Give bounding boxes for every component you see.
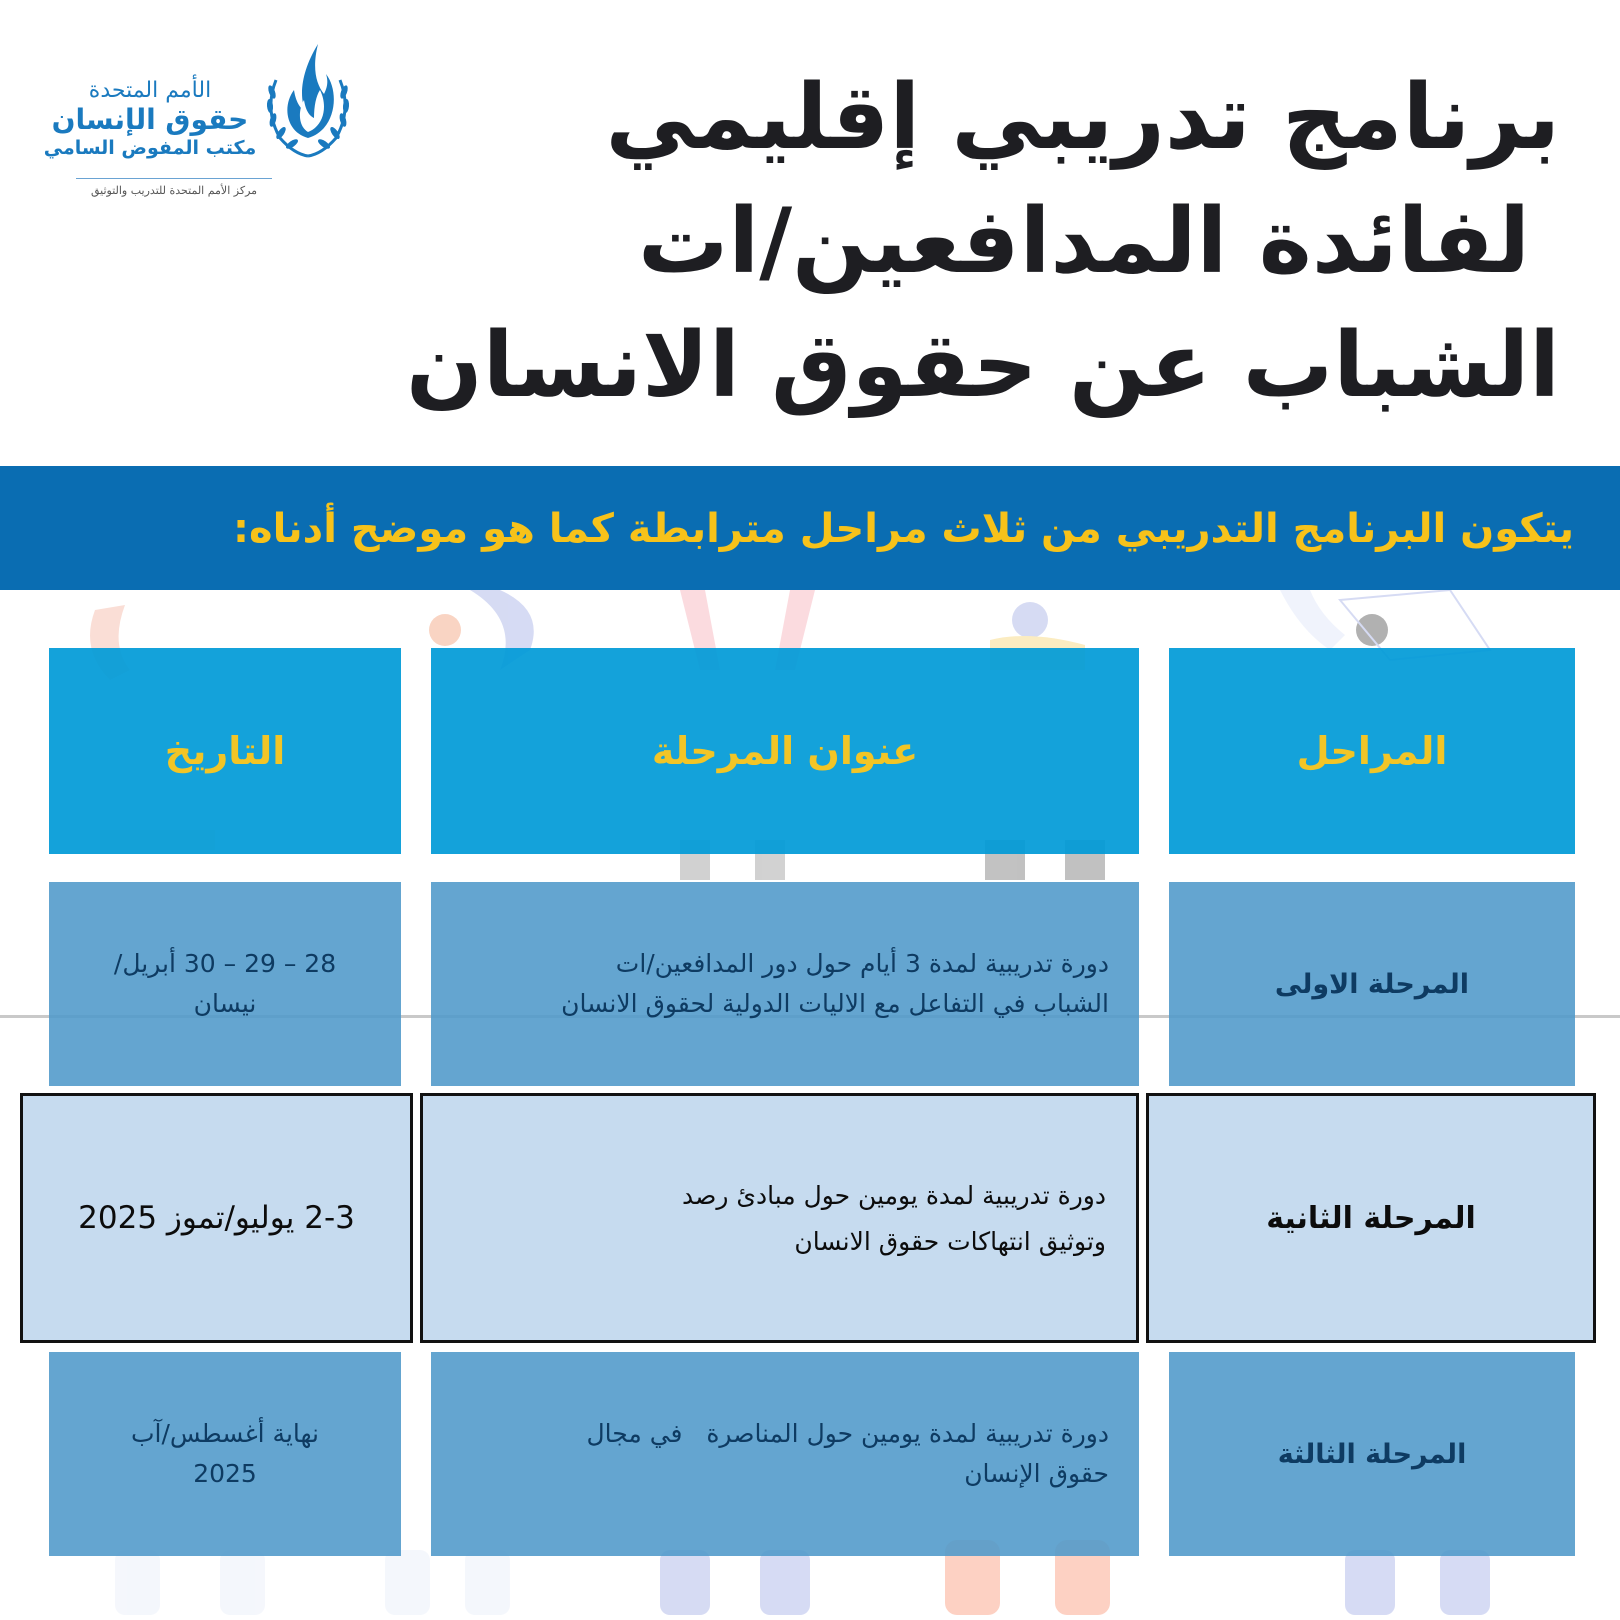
row3-date-line2: 2025 — [193, 1459, 257, 1488]
un-emblem-icon — [258, 40, 358, 160]
row2-date-cell — [20, 1093, 413, 1343]
header-date-label: التاريخ — [164, 729, 286, 773]
row2-phase: المرحلة الثانية — [1266, 1200, 1476, 1236]
header-phase-title — [431, 648, 1139, 854]
logo-training-centre-text: مركز الأمم المتحدة للتدريب والتوثيق — [90, 184, 258, 197]
ohchr-logo — [40, 40, 370, 210]
title-line-3: الشباب عن حقوق الانسان — [405, 313, 1560, 418]
row2-description-cell — [420, 1093, 1139, 1343]
row1-description — [561, 944, 1109, 1024]
logo-human-rights-text: حقوق الإنسان — [51, 103, 249, 136]
intro-banner — [0, 466, 1620, 590]
page-title — [360, 56, 1560, 428]
row1-description-cell — [431, 882, 1139, 1086]
row3-description-line2: حقوق الإنسان — [964, 1459, 1109, 1488]
row3-description-cell — [431, 1352, 1139, 1556]
row1-date-line1: 28 – 29 – 30 أبريل/ — [113, 949, 337, 978]
row2-description — [682, 1172, 1106, 1264]
row3-description — [586, 1414, 1109, 1494]
logo-un-text: الأمم المتحدة — [88, 78, 212, 103]
row1-description-line1: دورة تدريبية لمدة 3 أيام حول دور المدافعين/ات — [615, 949, 1109, 978]
row3-date-line1: نهاية أغسطس/آب — [131, 1419, 320, 1448]
row2-description-line1: دورة تدريبية لمدة يومين حول مبادئ رصد — [682, 1181, 1106, 1210]
intro-banner-text: يتكون البرنامج التدريبي من ثلاث مراحل مترابطة كما هو موضح أدناه: — [233, 506, 1574, 552]
row1-phase-cell — [1169, 882, 1575, 1086]
logo-divider — [76, 178, 272, 179]
logo-high-commissioner-text: مكتب المفوض السامي — [43, 137, 257, 159]
title-line-2: لفائدة المدافعين/ات — [637, 189, 1530, 294]
row1-phase: المرحلة الاولى — [1274, 968, 1470, 1000]
logo-wordmark — [40, 78, 260, 160]
header-phase-title-label: عنوان المرحلة — [651, 729, 919, 773]
header-phases-label: المراحل — [1296, 729, 1448, 773]
row1-date-cell — [49, 882, 401, 1086]
row1-description-line2: الشباب في التفاعل مع الاليات الدولية لحقوق الانسان — [561, 989, 1109, 1018]
row1-date — [114, 944, 336, 1024]
row1-date-line2: نيسان — [193, 989, 257, 1018]
row3-phase: المرحلة الثالثة — [1277, 1438, 1467, 1470]
row3-date — [131, 1414, 319, 1494]
row3-date-cell — [49, 1352, 401, 1556]
row3-phase-cell — [1169, 1352, 1575, 1556]
row2-phase-cell — [1146, 1093, 1596, 1343]
row2-date: 2-3 يوليو/تموز 2025 — [78, 1200, 355, 1236]
row2-description-line2: وتوثيق انتهاكات حقوق الانسان — [794, 1227, 1106, 1256]
header-phases — [1169, 648, 1575, 854]
header-date — [49, 648, 401, 854]
row3-description-line1: دورة تدريبية لمدة يومين حول المناصرة في مجال — [586, 1419, 1109, 1448]
title-line-1: برنامج تدريبي إقليمي — [605, 65, 1560, 170]
